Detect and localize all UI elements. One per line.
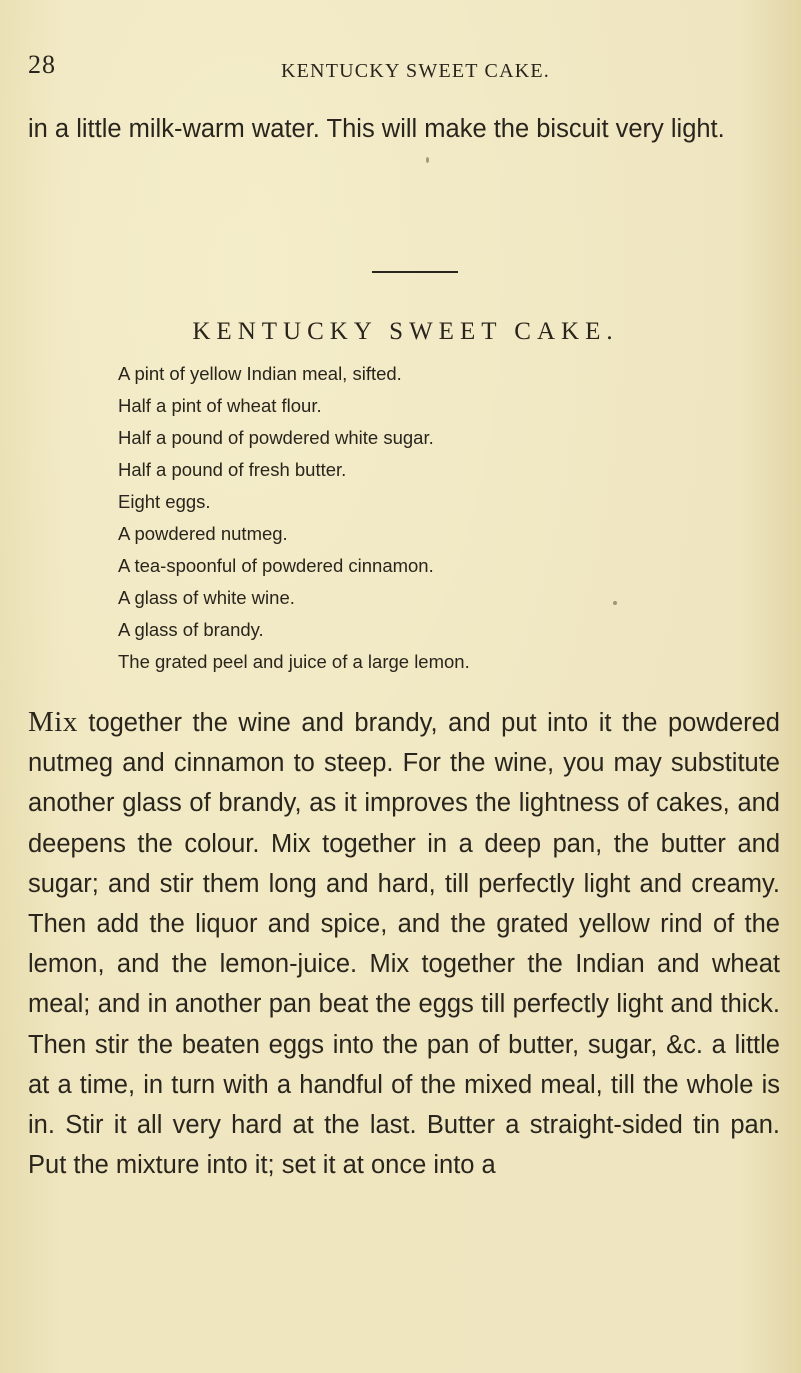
recipe-title: KENTUCKY SWEET CAKE. — [192, 318, 619, 345]
ingredient-item: A powdered nutmeg. — [118, 523, 288, 544]
section-divider-rule — [372, 271, 458, 273]
method-lead-word: Mix — [28, 706, 78, 738]
ingredient-item: A tea-spoonful of powdered cinnamon. — [118, 555, 434, 576]
ingredient-list — [118, 358, 470, 678]
ingredient-item: A glass of brandy. — [118, 619, 264, 640]
method-text: together the wine and brandy, and put into it the powdered nutmeg and cinnamon to steep. For the wine, you may substitute another glass of brandy, as it improves the lightness of cakes, and deepens the colour. Mix together in a deep pan, the butter and sugar; and stir them long and hard, till perfectly light and creamy. Then add the liquor and spice, and the grated yellow rind of the lemon, and the lemon-juice. Mix together the Indian and wheat meal; and in another pan beat the eggs till perfectly light and thick. Then stir the beaten eggs into the pan of butter, sugar, &c. a little at a time, in turn with a handful of the mixed meal, till the whole is in. Stir it all very hard at the last. Butter a straight-sided tin pan. Put the mixture into it; set it at once into a — [28, 709, 780, 1180]
method-paragraph — [28, 702, 780, 1185]
continued-paragraph: in a little milk-warm water. This will make the biscuit very light. — [28, 115, 725, 143]
ingredient-item: Half a pound of powdered white sugar. — [118, 427, 434, 448]
ingredient-item: A pint of yellow Indian meal, sifted. — [118, 363, 402, 384]
ingredient-item: The grated peel and juice of a large lemon. — [118, 651, 470, 672]
paper-speck — [426, 157, 429, 163]
ingredient-item: Eight eggs. — [118, 491, 211, 512]
ingredient-item: A glass of white wine. — [118, 587, 295, 608]
ingredient-item: Half a pint of wheat flour. — [118, 395, 322, 416]
running-head: KENTUCKY SWEET CAKE. — [281, 60, 550, 82]
page-number: 28 — [28, 50, 56, 79]
ingredient-item: Half a pound of fresh butter. — [118, 459, 347, 480]
paper-speck — [613, 601, 617, 605]
